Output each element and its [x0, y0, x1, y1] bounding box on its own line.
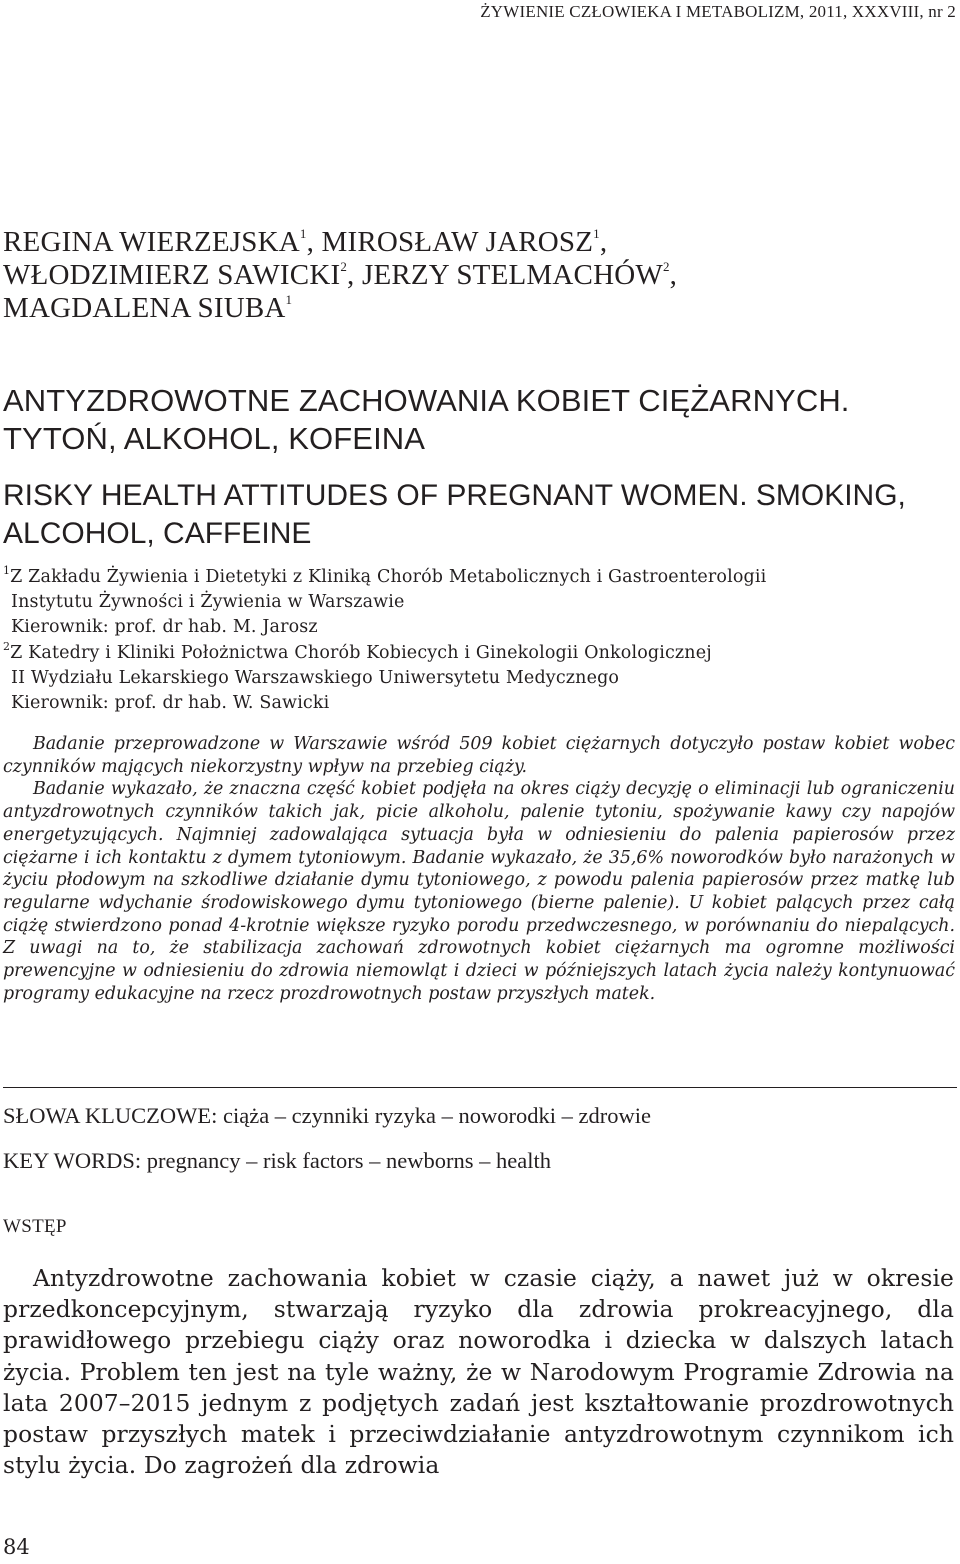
abstract-paragraph: Badanie wykazało, że znaczna część kobiet podjęła na okres ciąży decyzję o eliminacji lub ograniczeniu antyzdrowotnych czynników takich jak, picie alkoholu, palenie tytoniu, spożywanie kawy czy napojów energetyzujących. Najmniej zadowalająca sytuacja była w odniesieniu do palenia papierosów przez ciężarne i ich kontaktu z dymem tytoniowym. Badanie wykazało, że 35,6% noworodków było narażonych w życiu płodowym na szkodliwe działanie dymu tytoniowego, z powodu palenia papierosów przez matkę lub regularne wdychanie środowiskowego dymu tytoniowego (bierne palenie). U kobiet palących przez całą ciążę stwierdzono ponad 4-krotnie większe ryzyko porodu przedwczesnego, w porównaniu do niepalących. Z uwagi na to, że stabilizacja zachowań zdrowotnych kobiet ciężarnych ma ogromne możliwości prewencyjne w odniesieniu do zdrowia niemowląt i dzieci w późniejszych latach życia należy kontynuować programy edukacyjne na rzecz prozdrowotnych postaw przyszłych matek.: [3, 779, 955, 1004]
author-name: WŁODZIMIERZ SAWICKI: [3, 259, 341, 291]
author-separator: ,: [306, 226, 322, 258]
title-en-line-2: ALCOHOL, CAFFEINE: [3, 517, 312, 550]
title-pl-line-2: TYTOŃ, ALKOHOL, KOFEINA: [3, 421, 426, 456]
affiliation-2: [3, 641, 958, 716]
author-list: [3, 226, 953, 325]
author-name: REGINA WIERZEJSKA: [3, 226, 300, 258]
author-line-3: [3, 292, 953, 325]
author-line-2: [3, 259, 953, 292]
affiliation-line: Z Katedry i Kliniki Położnictwa Chorób Kobiecych i Ginekologii Onkologicznej: [10, 643, 712, 663]
abstract: [3, 733, 955, 1005]
keywords-terms: pregnancy – risk factors – newborns – health: [146, 1148, 552, 1173]
intro-section: [3, 1263, 954, 1481]
author-name: JERZY STELMACHÓW: [361, 259, 663, 291]
affiliation-1: [3, 565, 958, 640]
affiliation-line: Instytutu Żywności i Żywienia w Warszawie: [11, 592, 405, 612]
author-name: MIROSŁAW JAROSZ: [321, 226, 594, 258]
keywords-terms: ciąża – czynniki ryzyka – noworodki – zdrowie: [222, 1103, 651, 1128]
paper-title-polish: [3, 382, 953, 458]
keywords-english: [3, 1146, 958, 1176]
author-separator: ,: [599, 226, 608, 258]
intro-paragraph: Antyzdrowotne zachowania kobiet w czasie ciąży, a nawet już w okresie przedkoncepcyjnym, stwarzają ryzyko dla zdrowia prokreacyjnego, dla prawidłowego przebiegu ciąży oraz noworodka i dziecka w dalszych latach życia. Problem ten jest na tyle ważny, że w Narodowym Programie Zdrowia na lata 2007–2015 jednym z podjętych zadań jest kształtowanie prozdrowotnych postaw przyszłych matek i przeciwdziałanie antyzdrowotnym czynnikom ich stylu życia. Do zagrożeń dla zdrowia: [3, 1264, 954, 1480]
affiliation-line: II Wydziału Lekarskiego Warszawskiego Uniwersytetu Medycznego: [11, 668, 620, 688]
affiliation-head: Kierownik: prof. dr hab. W. Sawicki: [11, 693, 330, 713]
affiliation-mark: 2: [340, 259, 348, 274]
affiliation-mark: 1: [3, 564, 11, 577]
abstract-paragraph: Badanie przeprowadzone w Warszawie wśród 509 kobiet ciężarnych dotyczyło postaw kobiet wobec czynników mających niekorzystny wpływ na przebieg ciąży.: [3, 734, 955, 777]
author-separator: ,: [347, 259, 362, 291]
title-en-line-1: RISKY HEALTH ATTITUDES OF PREGNANT WOMEN. SMOKING,: [3, 479, 906, 512]
affiliation-mark: 1: [285, 292, 293, 307]
keywords-label: KEY WORDS:: [3, 1148, 142, 1173]
keywords-label: SŁOWA KLUCZOWE:: [3, 1103, 218, 1128]
title-pl-line-1: ANTYZDROWOTNE ZACHOWANIA KOBIET CIĘŻARNYCH.: [3, 383, 850, 418]
divider: [3, 1087, 957, 1088]
author-name: MAGDALENA SIUBA: [3, 292, 286, 324]
section-heading: WSTĘP: [3, 1216, 67, 1237]
affiliation-mark: 2: [662, 259, 670, 274]
affiliation-head: Kierownik: prof. dr hab. M. Jarosz: [11, 617, 318, 637]
affiliation-mark: 1: [299, 226, 307, 241]
author-separator: ,: [669, 259, 678, 291]
affiliation-line: Z Zakładu Żywienia i Dietetyki z Kliniką Chorób Metabolicznych i Gastroenterologii: [10, 567, 767, 587]
keywords-polish: [3, 1101, 958, 1131]
affiliation-mark: 1: [593, 226, 600, 241]
affiliation-mark: 2: [3, 640, 11, 653]
paper-title-english: [3, 477, 953, 553]
journal-header: ŻYWIENIE CZŁOWIEKA I METABOLIZM, 2011, XXXVIII, nr 2: [480, 2, 956, 21]
page-number: 84: [3, 1535, 30, 1559]
author-line-1: [3, 226, 953, 259]
